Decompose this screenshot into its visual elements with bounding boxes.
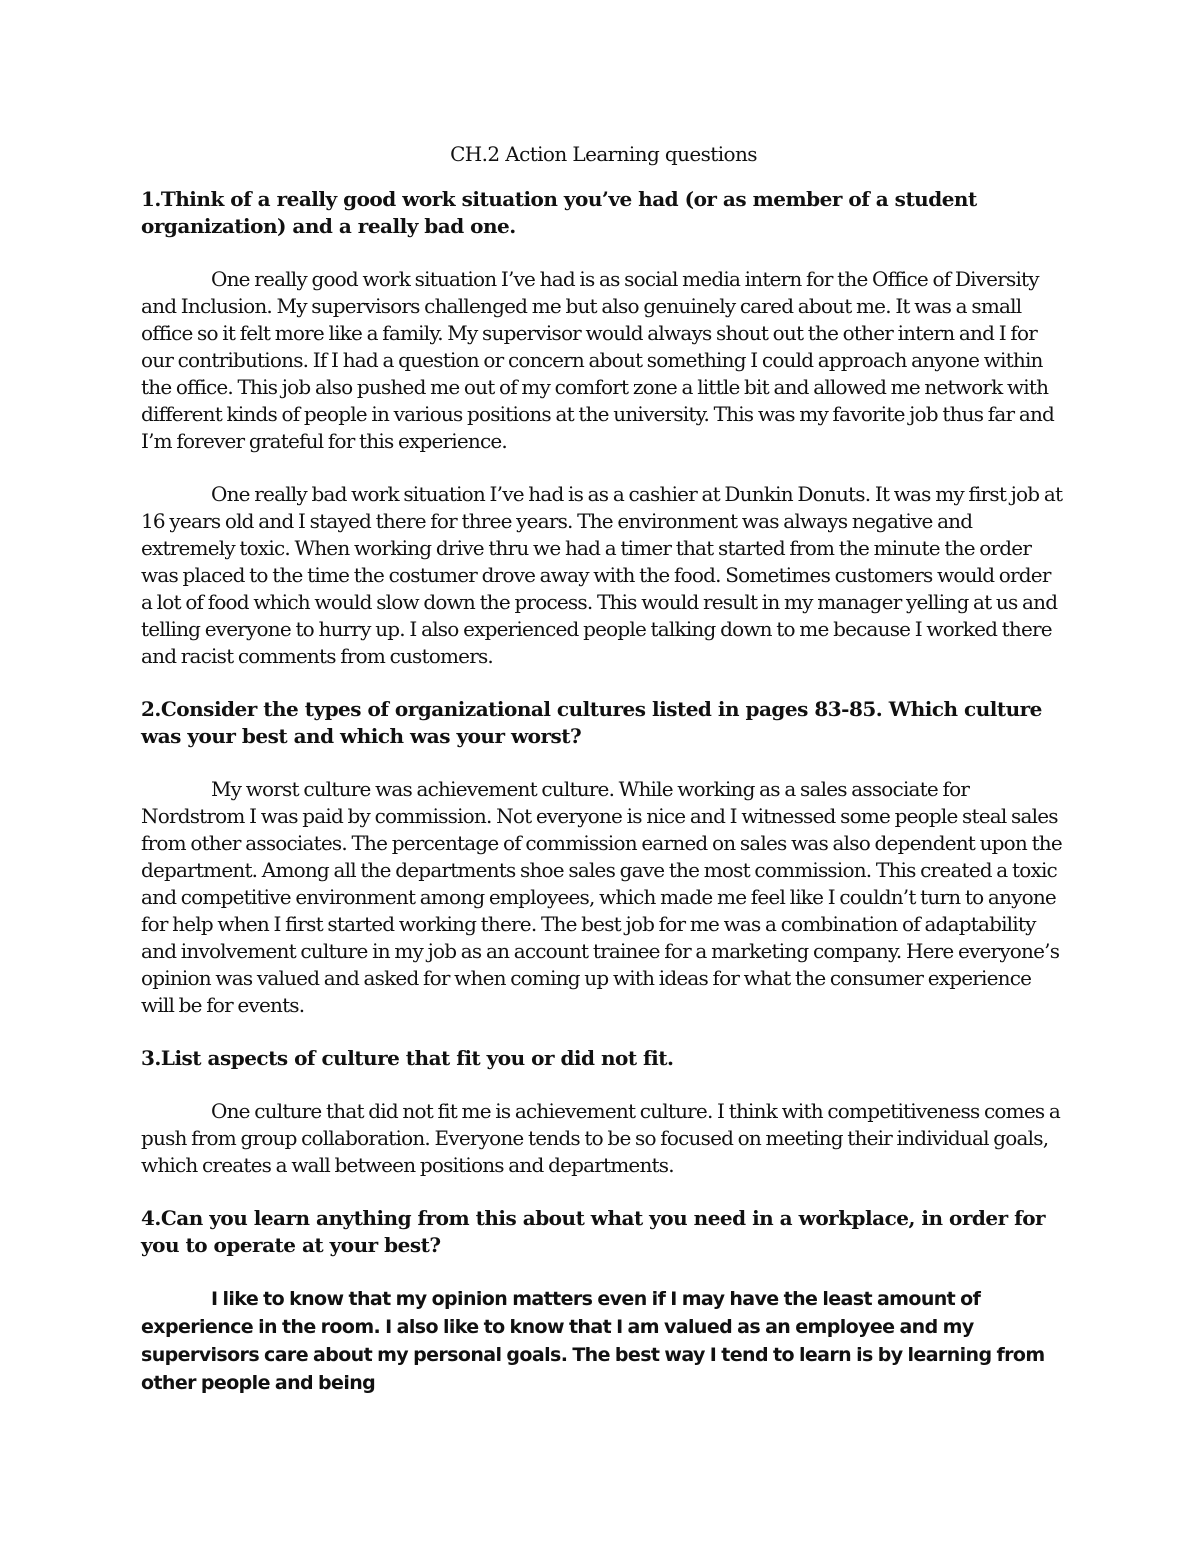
answer-3: One culture that did not fit me is achievement culture. I think with competitiveness comes a push from group collaboration. Everyone tends to be so focused on meeting their individual goals, which creates a wall between positions and departments. [141,1099,1061,1177]
answer-2: My worst culture was achievement culture. While working as a sales associate for Nordstrom I was paid by commission. Not everyone is nice and I witnessed some people steal sales from other associates. The percentage of commission earned on sales was also dependent upon the department. Among all the departments shoe sales gave the most commission. This created a toxic and competitive environment among employees, which made me feel like I couldn’t turn to anyone for help when I first started working there. The best job for me was a combination of adaptability and involvement culture in my job as an account trainee for a marketing company. Here everyone’s opinion was valued and asked for when coming up with ideas for what the consumer experience will be for events. [141,777,1062,1017]
document-page [141,141,1066,1397]
question-4: 4.Can you learn anything from this about what you need in a workplace, in order for you to operate at your best? [141,1206,1046,1257]
document-title: CH.2 Action Learning questions [450,142,757,166]
question-2: 2.Consider the types of organizational cultures listed in pages 83-85. Which culture was your best and which was your worst? [141,697,1042,748]
question-1: 1.Think of a really good work situation you’ve had (or as member of a student organization) and a really bad one. [141,187,977,238]
question-3: 3.List aspects of culture that fit you or did not fit. [141,1046,674,1070]
answer-4: I like to know that my opinion matters even if I may have the least amount of experience in the room. I also like to know that I am valued as an employee and my supervisors care about my personal goals. The best way I tend to learn is by learning from other people and being [141,1288,1045,1394]
answer-1-bad-situation: One really bad work situation I’ve had is as a cashier at Dunkin Donuts. It was my first job at 16 years old and I stayed there for three years. The environment was always negative and extremely toxic. When working drive thru we had a timer that started from the minute the order was placed to the time the costumer drove away with the food. Sometimes customers would order a lot of food which would slow down the process. This would result in my manager yelling at us and telling everyone to hurry up. I also experienced people talking down to me because I worked there and racist comments from customers. [141,482,1063,668]
answer-1-good-situation: One really good work situation I’ve had is as social media intern for the Office of Diversity and Inclusion. My supervisors challenged me but also genuinely cared about me. It was a small office so it felt more like a family. My supervisor would always shout out the other intern and I for our contributions. If I had a question or concern about something I could approach anyone within the office. This job also pushed me out of my comfort zone a little bit and allowed me network with different kinds of people in various positions at the university. This was my favorite job thus far and I’m forever grateful for this experience. [141,267,1055,453]
